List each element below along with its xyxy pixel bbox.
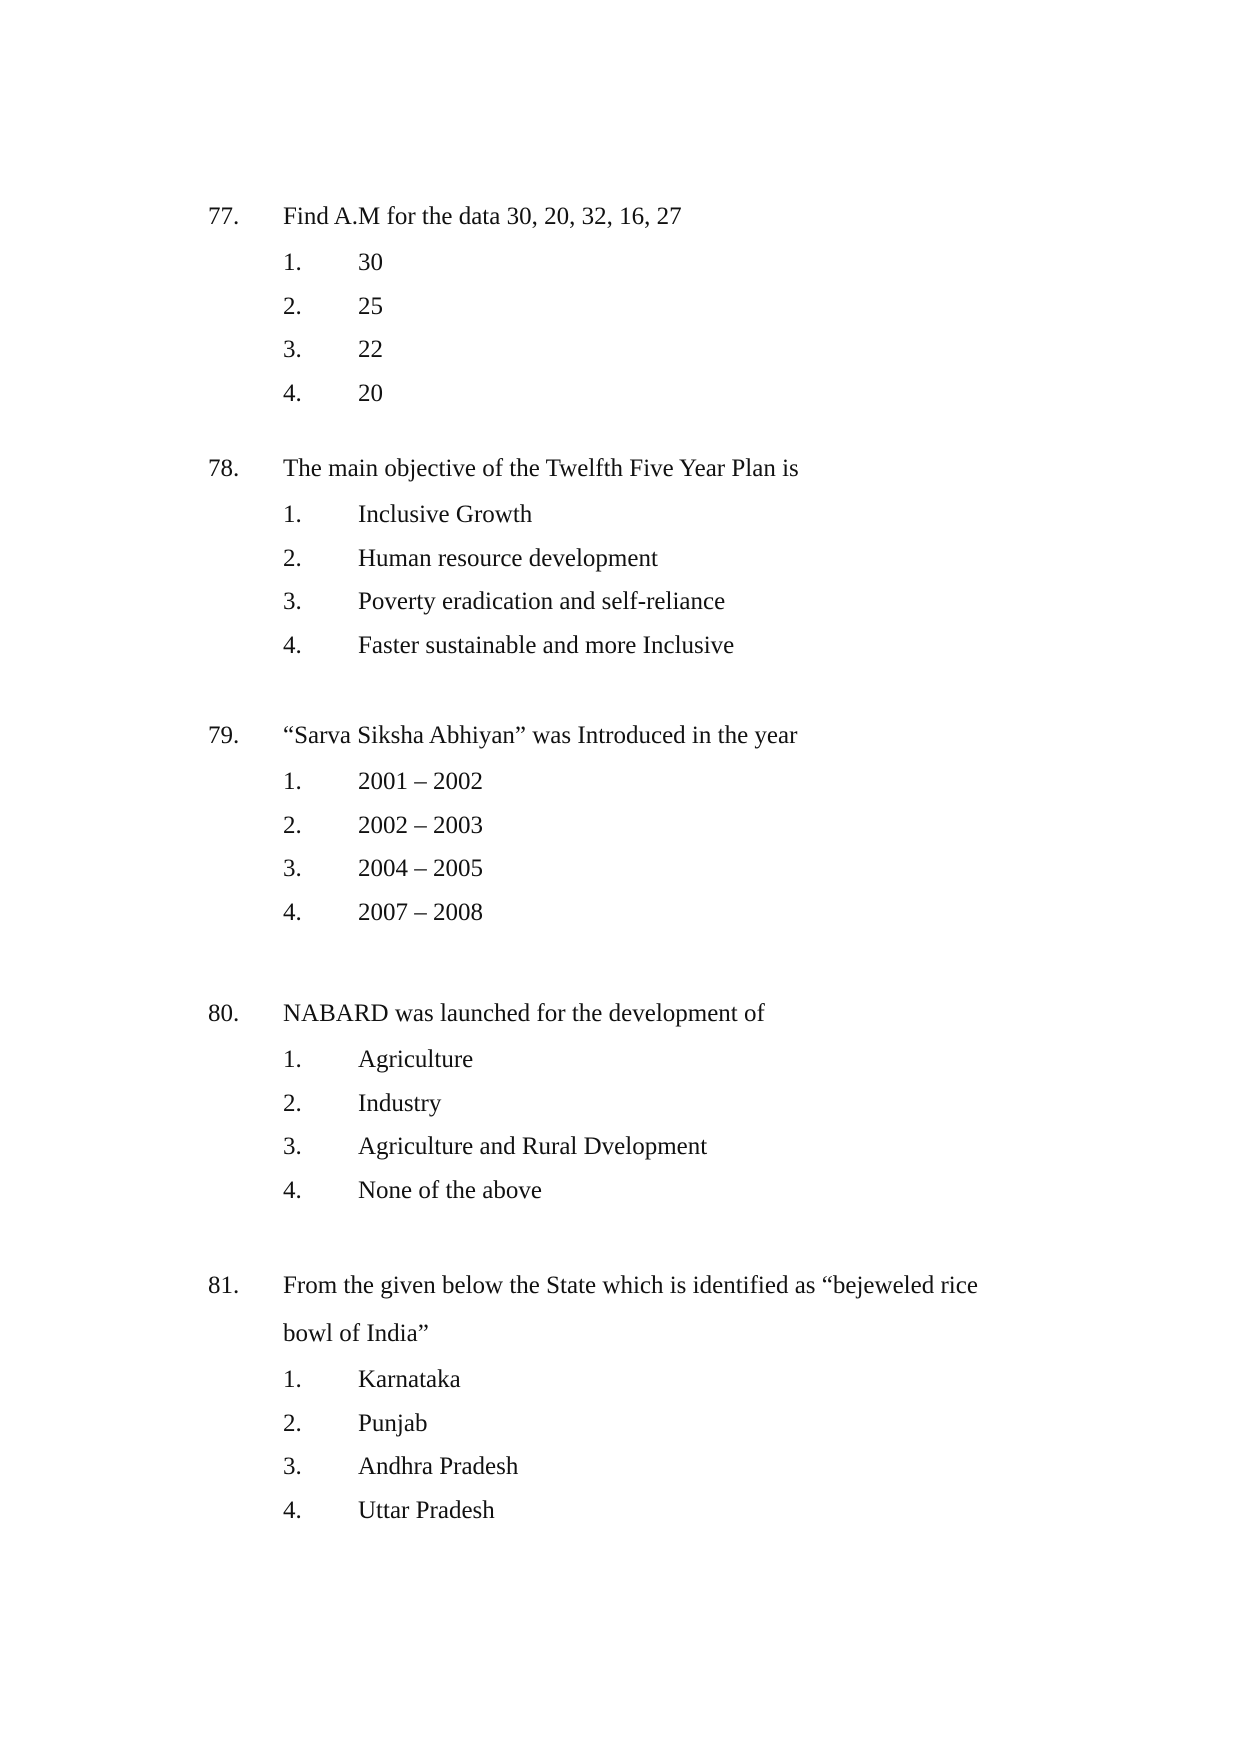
option-text: 22 [358,336,383,364]
option-3 [208,847,1028,891]
option-text: 30 [358,249,383,276]
option-text: Human resource development [358,544,658,572]
option-number: 3. [283,1453,302,1481]
option-text: 20 [358,380,383,408]
option-4 [208,372,1028,416]
option-2 [208,1402,1028,1446]
question-77 [208,193,1028,416]
question-number: 79. [208,722,240,749]
option-text: Karnataka [358,1366,461,1393]
option-number: 2. [283,544,302,572]
question-header [208,193,1028,241]
option-text: Faster sustainable and more Inclusive [358,632,735,660]
option-number: 2. [283,811,302,839]
option-number: 4. [283,380,302,408]
option-text: Agriculture [358,1046,474,1073]
option-number: 4. [283,1177,302,1205]
option-number: 4. [283,899,302,927]
question-text: Find A.M for the data 30, 20, 32, 16, 27 [283,203,682,230]
option-number: 4. [283,632,302,660]
option-number: 3. [283,855,302,883]
option-2 [208,1082,1028,1126]
option-1 [208,1358,1028,1402]
option-number: 2. [283,292,302,320]
option-text: Inclusive Growth [358,501,533,528]
question-text: The main objective of the Twelfth Five Year Plan is [283,455,799,482]
question-number: 80. [208,1000,240,1027]
option-1 [208,241,1028,285]
option-4 [208,1169,1028,1213]
option-2 [208,804,1028,848]
question-text: From the given below the State which is identified as “bejeweled rice bowl of India” [283,1272,978,1347]
option-number: 4. [283,1497,302,1525]
question-79 [208,712,1028,935]
option-text: Poverty eradication and self-reliance [358,588,726,616]
question-80 [208,990,1028,1213]
option-2 [208,537,1028,581]
option-number: 1. [283,501,302,528]
question-text: “Sarva Siksha Abhiyan” was Introduced in the year [283,722,798,749]
option-2 [208,285,1028,329]
option-number: 2. [283,1409,302,1437]
option-text: Agriculture and Rural Dvelopment [358,1133,708,1161]
option-number: 1. [283,1366,302,1393]
question-number: 77. [208,203,240,230]
option-number: 2. [283,1089,302,1117]
option-text: Uttar Pradesh [358,1497,495,1525]
question-number: 81. [208,1272,240,1299]
question-header [208,1262,1028,1358]
option-text: 2007 – 2008 [358,899,483,927]
option-text: 2001 – 2002 [358,768,483,795]
question-header [208,712,1028,760]
option-3 [208,328,1028,372]
option-text: 2002 – 2003 [358,811,483,839]
option-text: Andhra Pradesh [358,1453,519,1481]
option-text: 2004 – 2005 [358,855,483,883]
option-number: 3. [283,1133,302,1161]
option-text: None of the above [358,1177,542,1205]
option-number: 3. [283,336,302,364]
option-number: 1. [283,1046,302,1073]
option-number: 3. [283,588,302,616]
question-header [208,445,1028,493]
option-text: Industry [358,1089,442,1117]
option-3 [208,580,1028,624]
option-1 [208,1038,1028,1082]
option-3 [208,1445,1028,1489]
question-text: NABARD was launched for the development of [283,1000,765,1027]
option-4 [208,891,1028,935]
option-1 [208,493,1028,537]
question-78 [208,445,1028,668]
question-header [208,990,1028,1038]
option-3 [208,1125,1028,1169]
option-4 [208,624,1028,668]
option-number: 1. [283,768,302,795]
option-4 [208,1489,1028,1533]
option-text: 25 [358,292,383,320]
option-1 [208,760,1028,804]
option-number: 1. [283,249,302,276]
question-number: 78. [208,455,240,482]
option-text: Punjab [358,1409,428,1437]
question-81 [208,1262,1028,1533]
